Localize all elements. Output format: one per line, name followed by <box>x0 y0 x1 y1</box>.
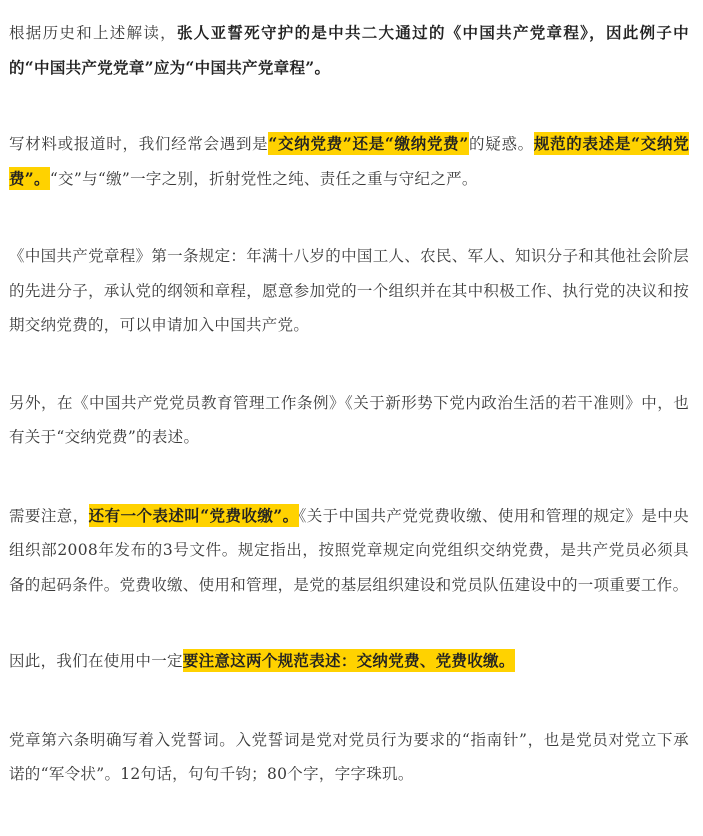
text-segment: 的疑惑。 <box>468 135 534 153</box>
highlighted-text: “交纳党费”还是“缴纳党费” <box>268 134 469 153</box>
article-body <box>9 16 689 836</box>
paragraph-3 <box>9 239 689 343</box>
highlighted-text: 规范的表述是“交纳党费”。 <box>9 134 689 188</box>
paragraph-4 <box>9 386 689 455</box>
text-segment: 《关于中国共产党党费收缴、使用和管理的规定》是中央组织部2008年发布的3号文件。规定指出，按照党章规定向党组织交纳党费，是共产党员必须具备的起码条件。党费收缴、使用和管理，是党的基层组织建设和党员队伍建设中的一项重要工作。 <box>9 506 689 594</box>
text-segment: 需要注意， <box>9 506 89 525</box>
text-segment: “交”与“缴”一字之别，折射党性之纯、责任之重与守纪之严。 <box>49 169 478 188</box>
text-segment: 党章第六条明确写着入党誓词。入党誓词是党对党员行为要求的“指南针”，也是党员对党立下承诺的“军令状”。12句话，句句千钧；80个字，字字珠玑。 <box>9 730 689 783</box>
text-segment: 写材料或报道时，我们经常会遇到是 <box>9 135 269 153</box>
text-segment: 因此，我们在使用中一定 <box>9 652 183 670</box>
paragraph-7 <box>9 723 689 792</box>
paragraph-2 <box>9 127 689 196</box>
highlighted-text: 还有一个表述叫“党费收缴”。 <box>88 505 299 525</box>
paragraph-6 <box>9 644 689 679</box>
text-segment: 《中国共产党章程》第一条规定：年满十八岁的中国工人、农民、军人、知识分子和其他社会阶层的先进分子，承认党的纲领和章程，愿意参加党的一个组织并在其中积极工作、执行党的决议和按期交纳党费的，可以申请加入中国共产党。 <box>9 247 689 334</box>
paragraph-5 <box>9 499 689 603</box>
text-segment: 另外，在《中国共产党党员教育管理工作条例》《关于新形势下党内政治生活的若干准则》中，也有关于“交纳党费”的表述。 <box>9 393 689 446</box>
text-segment: 根据历史和上述解读， <box>9 24 177 42</box>
paragraph-1 <box>9 16 689 85</box>
highlighted-text: 要注意这两个规范表述：交纳党费、党费收缴。 <box>182 651 515 670</box>
bold-text: 张人亚誓死守护的是中共二大通过的《中国共产党章程》，因此例子中的“中国共产党党章”应为“中国共产党章程”。 <box>9 23 689 77</box>
